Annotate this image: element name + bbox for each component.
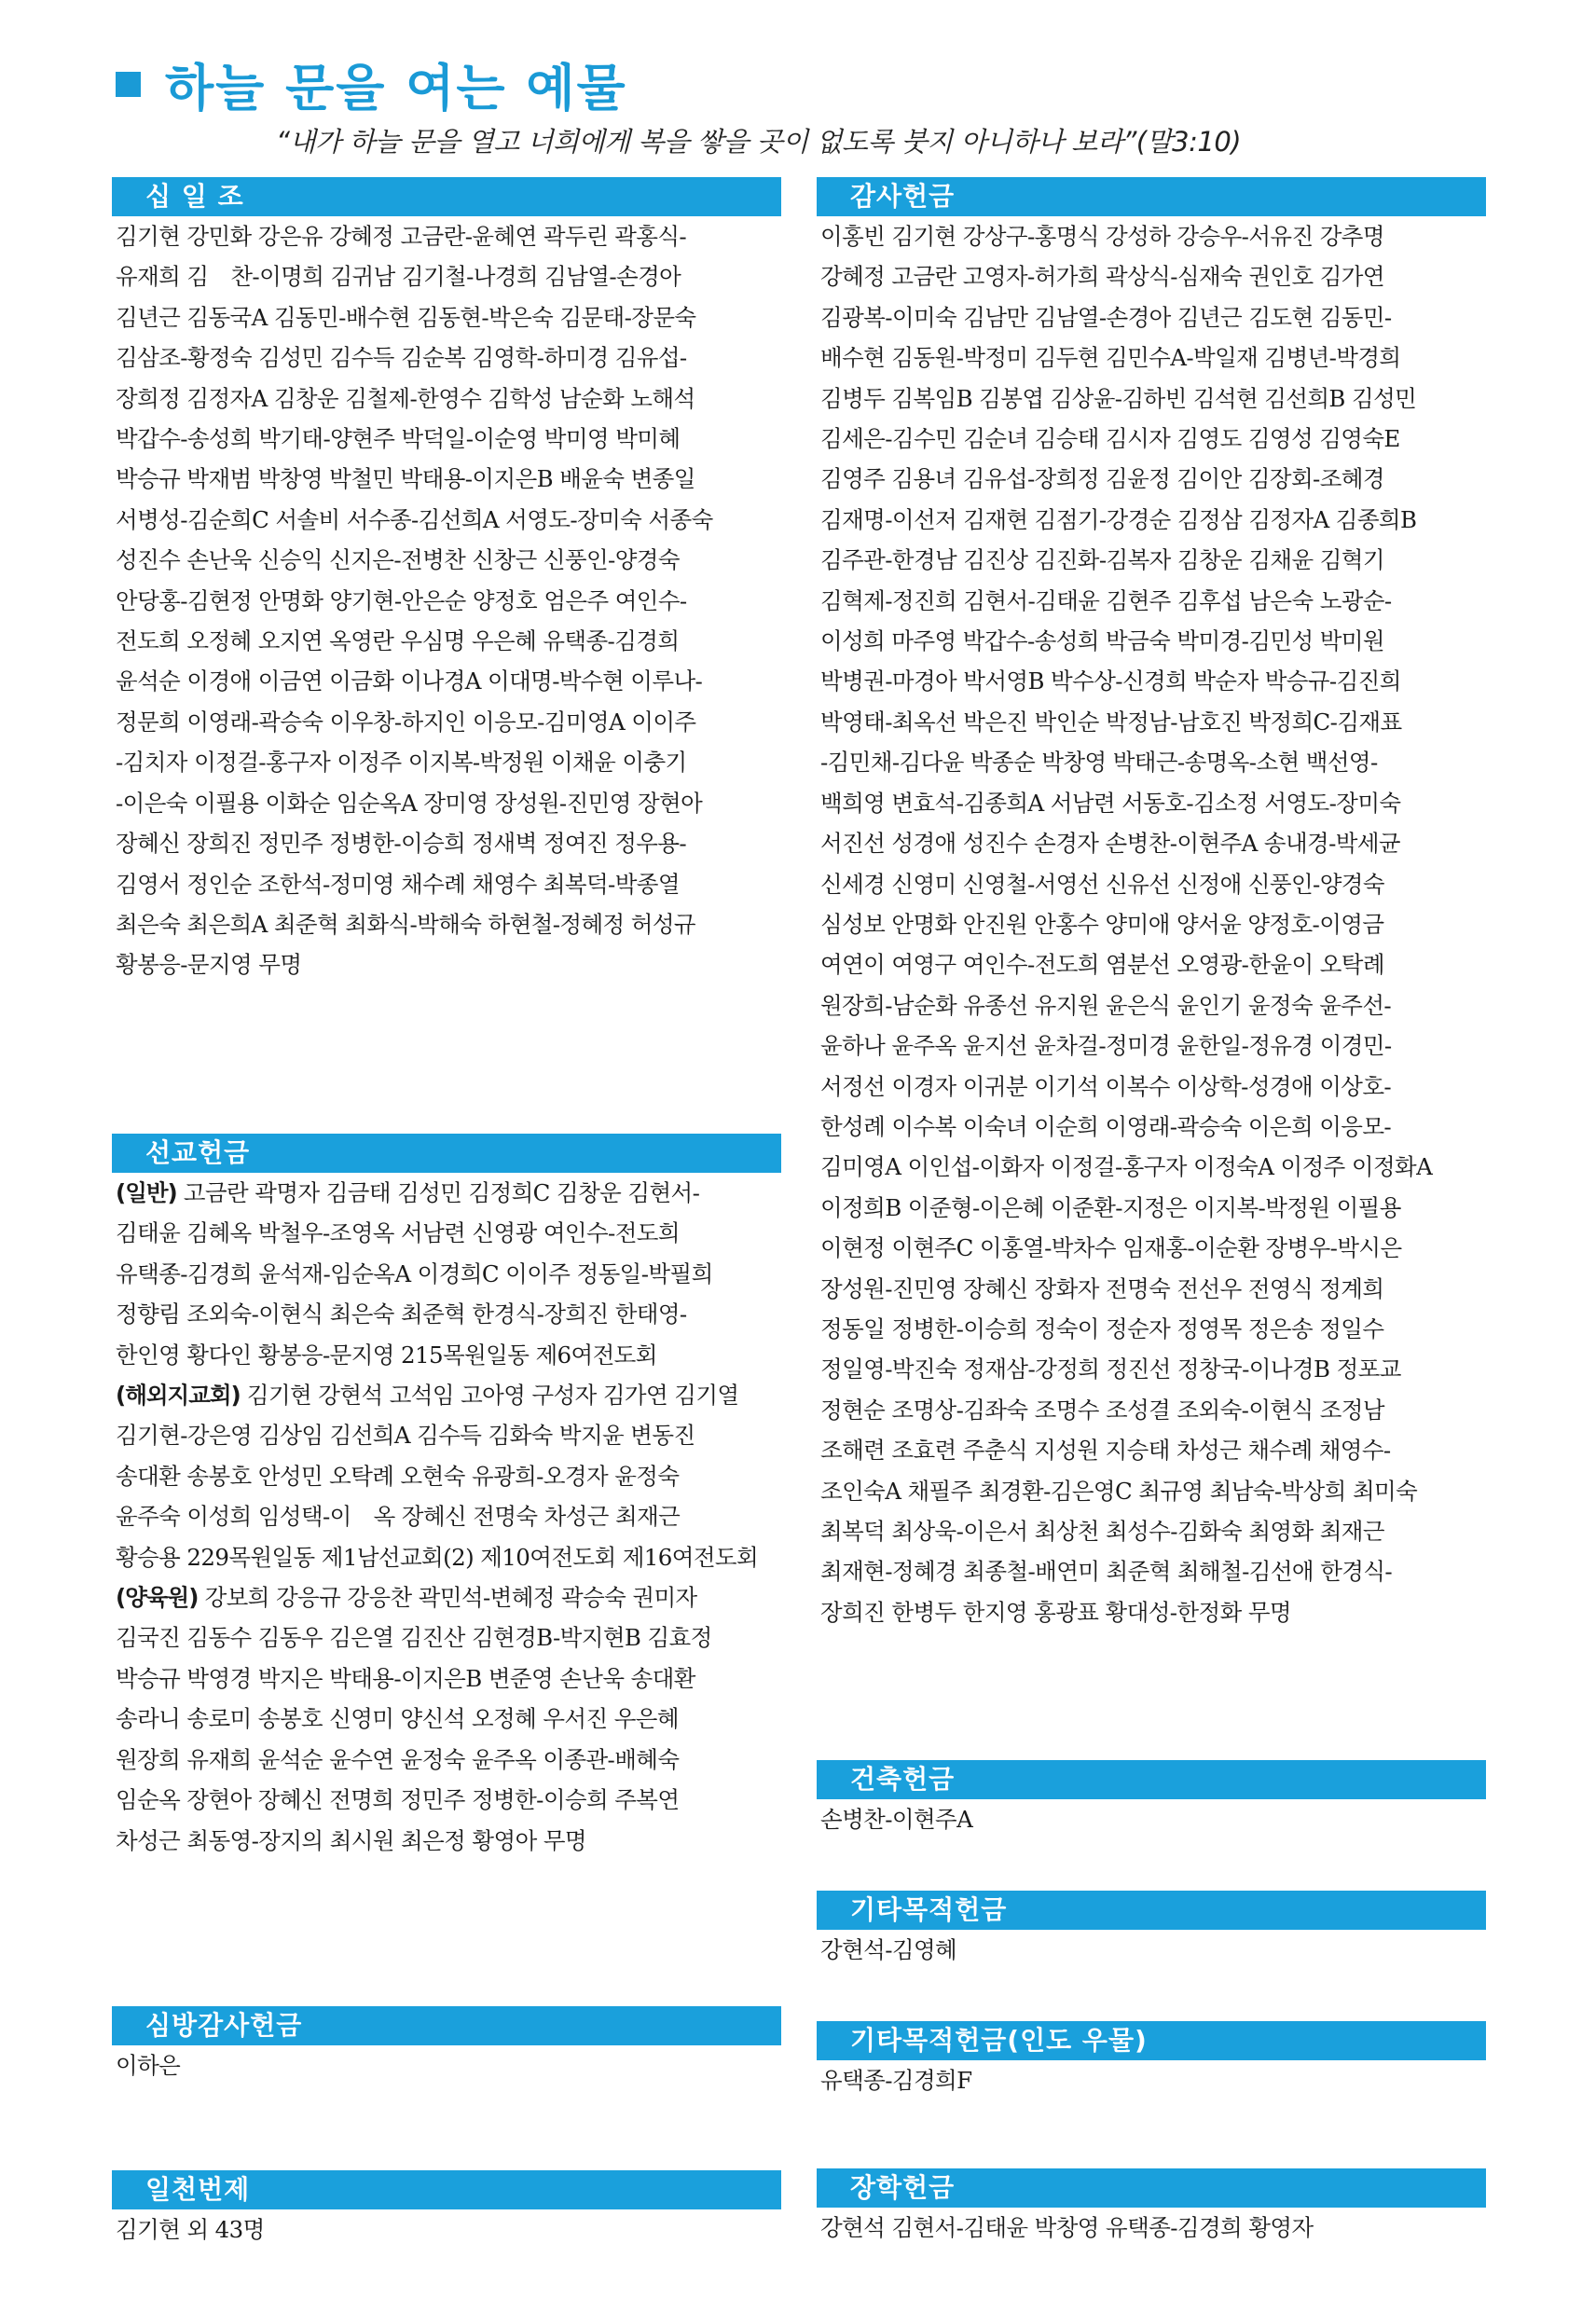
name-line: 김미영A 이인섭-이화자 이정걸-홍구자 이정숙A 이정주 이정화A: [820, 1153, 1433, 1181]
name-line: 정동일 정병한-이승희 정숙이 정순자 정영목 정은송 정일수: [820, 1314, 1384, 1342]
name-line: 박갑수-송성희 박기태-양현주 박덕일-이순영 박미영 박미혜: [116, 425, 681, 453]
section-heading: 일천번제: [112, 2170, 781, 2209]
section-body: [112, 216, 781, 985]
name-line: 윤하나 윤주옥 윤지선 윤차걸-정미경 윤한일-정유경 이경민-: [820, 1032, 1392, 1060]
name-line: 김광복-이미숙 김남만 김남열-손경아 김년근 김도현 김동민-: [820, 303, 1392, 331]
name-line: 김년근 김동국A 김동민-배수현 김동현-박은숙 김문태-장문숙: [116, 303, 696, 331]
section-other: [817, 1891, 1486, 1970]
section-body: [817, 2060, 1486, 2100]
name-line: 황봉응-문지영 무명: [116, 951, 302, 979]
name-line: 원장희-남순화 유종선 유지원 윤은식 윤인기 윤정숙 윤주선-: [820, 991, 1392, 1019]
section-body: [112, 2209, 781, 2250]
section-heading: 십 일 조: [112, 177, 781, 216]
name-line: 서정선 이경자 이귀분 이기석 이복수 이상학-성경애 이상호-: [820, 1072, 1392, 1100]
name-line: 김삼조-황정숙 김성민 김수득 김순복 김영학-하미경 김유섭-: [116, 344, 687, 372]
name-line: 박병권-마경아 박서영B 박수상-신경희 박순자 박승규-김진희: [820, 667, 1401, 695]
section-scholarship: [817, 2168, 1486, 2248]
name-line: 김영서 정인순 조한석-정미영 채수례 채영수 최복덕-박종열: [116, 870, 680, 898]
name-line: 정현순 조명상-김좌숙 조명수 조성결 조외숙-이현식 조정남: [820, 1396, 1384, 1424]
name-line: -이은숙 이필용 이화순 임순옥A 장미영 장성원-진민영 장현아: [116, 789, 703, 817]
name-line: 송대환 송봉호 안성민 오탁례 오현숙 유광희-오경자 윤정숙: [116, 1462, 680, 1490]
name-line: 유택종-김경희 윤석재-임순옥A 이경희C 이이주 정동일-박필희: [116, 1259, 713, 1287]
name-line: (일반) 고금란 곽명자 김금태 김성민 김정희C 김창운 김현서-: [116, 1179, 700, 1206]
group-tag: (일반): [116, 1179, 177, 1206]
name-line: 유재희 김 찬-이명희 김귀남 김기철-나경희 김남열-손경아: [116, 263, 681, 291]
scripture-verse: “내가 하늘 문을 열고 너희에게 복을 쌓을 곳이 없도록 붓지 아니하나 보라”(말3:10): [276, 126, 1242, 158]
name-line: 백희영 변효석-김종희A 서남련 서동호-김소정 서영도-장미숙: [820, 789, 1401, 817]
name-line: 유택종-김경희F: [820, 2067, 972, 2094]
group-tag: (해외지교회): [116, 1382, 241, 1410]
name-line: -김민채-김다윤 박종순 박창영 박태근-송명옥-소현 백선영-: [820, 749, 1378, 777]
page-title: 하늘 문을 여는 예물: [165, 59, 627, 117]
section-heading: 감사헌금: [817, 177, 1486, 216]
name-line: 조해련 조효련 주춘식 지성원 지승태 차성근 채수례 채영수-: [820, 1437, 1391, 1465]
section-body: [817, 1799, 1486, 1839]
name-line: 정일영-박진숙 정재삼-강정희 정진선 정창국-이나경B 정포교: [820, 1356, 1401, 1383]
section-building: [817, 1760, 1486, 1839]
section-body: [112, 2045, 781, 2085]
name-line: 성진수 손난욱 신승익 신지은-전병찬 신창근 신풍인-양경숙: [116, 546, 680, 574]
section-heading: 기타목적헌금(인도 우물): [817, 2021, 1486, 2060]
section-body: [817, 1930, 1486, 1970]
name-line: 임순옥 장현아 장혜신 전명희 정민주 정병한-이승희 주복연: [116, 1786, 680, 1814]
name-line: 차성근 최동영-장지의 최시원 최은정 황영아 무명: [116, 1826, 586, 1854]
name-line: -김치자 이정걸-홍구자 이정주 이지복-박정원 이채윤 이충기: [116, 749, 687, 777]
name-line: 이하은: [116, 2052, 181, 2079]
section-other-india: [817, 2021, 1486, 2100]
name-line: 안당홍-김현정 안명화 양기현-안은순 양정호 엄은주 여인수-: [116, 586, 687, 614]
name-line: 윤주숙 이성희 임성택-이 옥 장혜신 전명숙 차성근 최재근: [116, 1503, 681, 1531]
name-line: 장성원-진민영 장혜신 장화자 전명숙 전선우 전영식 정계희: [820, 1274, 1384, 1302]
name-line: 황승용 229목원일동 제1남선교회(2) 제10여전도회 제16여전도회: [116, 1543, 759, 1571]
name-line: 최재현-정혜경 최종철-배연미 최준혁 최해철-김선애 한경식-: [820, 1558, 1393, 1586]
name-line: 이현정 이현주C 이홍열-박차수 임재홍-이순환 장병우-박시은: [820, 1234, 1402, 1262]
section-missions: [112, 1134, 781, 1861]
name-line: 강현석-김영혜: [820, 1936, 957, 1963]
section-heading: 건축헌금: [817, 1760, 1486, 1799]
name-line: 최은숙 최은희A 최준혁 최화식-박해숙 하현철-정혜정 허성규: [116, 910, 695, 938]
section-tithe: [112, 177, 781, 985]
name-line: 서병성-김순희C 서솔비 서수종-김선희A 서영도-장미숙 서종숙: [116, 505, 713, 533]
name-line: 김기현 외 43명: [116, 2216, 265, 2243]
group-tag: (양육원): [116, 1584, 199, 1612]
name-line: 김재명-이선저 김재현 김점기-강경순 김정삼 김정자A 김종희B: [820, 505, 1417, 533]
name-line: 최복덕 최상욱-이은서 최상천 최성수-김화숙 최영화 최재근: [820, 1518, 1384, 1545]
name-line: 여연이 여영구 여인수-전도희 염분선 오영광-한윤이 오탁례: [820, 951, 1384, 979]
section-body: [112, 1173, 781, 1861]
name-line: 정향림 조외숙-이현식 최은숙 최준혁 한경식-장희진 한태영-: [116, 1300, 687, 1328]
name-line: 박승규 박영경 박지은 박태용-이지은B 변준영 손난욱 송대환: [116, 1664, 695, 1692]
name-line: 장희진 한병두 한지영 홍광표 황대성-한정화 무명: [820, 1598, 1291, 1626]
name-line: 김태윤 김혜옥 박철우-조영옥 서남련 신영광 여인수-전도희: [116, 1219, 680, 1247]
section-body: [817, 2208, 1486, 2248]
name-line: 윤석순 이경애 이금연 이금화 이나경A 이대명-박수현 이루나-: [116, 667, 703, 695]
name-line: (해외지교회) 김기현 강현석 고석임 고아영 구성자 김가연 김기열: [116, 1382, 739, 1410]
name-line: 전도희 오정혜 오지연 옥영란 우심명 우은혜 유택종-김경희: [116, 627, 680, 655]
section-thousand: [112, 2170, 781, 2250]
name-line: 이성희 마주영 박갑수-송성희 박금숙 박미경-김민성 박미원: [820, 627, 1384, 655]
section-heading: 심방감사헌금: [112, 2006, 781, 2045]
page-header: [116, 48, 627, 120]
name-line: 김주관-한경남 김진상 김진화-김복자 김창운 김채윤 김혁기: [820, 546, 1384, 574]
name-line: 심성보 안명화 안진원 안홍수 양미애 양서윤 양정호-이영금: [820, 910, 1384, 938]
name-line: 한인영 황다인 황봉응-문지영 215목원일동 제6여전도회: [116, 1341, 657, 1369]
name-line: 장희정 김정자A 김창운 김철제-한영수 김학성 남순화 노해석: [116, 384, 695, 412]
name-line: 강현석 김현서-김태윤 박창영 유택종-김경희 황영자: [820, 2214, 1314, 2241]
name-line: 김영주 김용녀 김유섭-장희정 김윤정 김이안 김장회-조혜경: [820, 465, 1384, 493]
section-heading: 선교헌금: [112, 1134, 781, 1173]
section-heading: 장학헌금: [817, 2168, 1486, 2208]
name-line: 김기현-강은영 김상임 김선희A 김수득 김화숙 박지윤 변동진: [116, 1422, 695, 1450]
name-line: 박승규 박재범 박창영 박철민 박태용-이지은B 배윤숙 변종일: [116, 465, 695, 493]
name-line: 한성례 이수복 이숙녀 이순희 이영래-곽승숙 이은희 이응모-: [820, 1112, 1392, 1140]
name-line: 정문희 이영래-곽승숙 이우창-하지인 이응모-김미영A 이이주: [116, 708, 696, 736]
name-line: 서진선 성경애 성진수 손경자 손병찬-이현주A 송내경-박세균: [820, 830, 1400, 858]
name-line: 김국진 김동수 김동우 김은열 김진산 김현경B-박지현B 김효정: [116, 1624, 712, 1652]
section-heading: 기타목적헌금: [817, 1891, 1486, 1930]
name-line: 김기현 강민화 강은유 강혜정 고금란-윤혜연 곽두린 곽홍식-: [116, 223, 687, 250]
name-line: 이홍빈 김기현 강상구-홍명식 강성하 강승우-서유진 강추명: [820, 223, 1384, 250]
name-line: 원장희 유재희 윤석순 윤수연 윤정숙 윤주옥 이종관-배혜숙: [116, 1745, 680, 1773]
name-line: 신세경 신영미 신영철-서영선 신유선 신정애 신풍인-양경숙: [820, 870, 1384, 898]
name-line: 손병찬-이현주A: [820, 1806, 973, 1833]
name-line: 박영태-최옥선 박은진 박인순 박정남-남호진 박정희C-김재표: [820, 708, 1402, 736]
name-line: 조인숙A 채필주 최경환-김은영C 최규영 최남숙-박상희 최미숙: [820, 1477, 1418, 1505]
name-line: 김혁제-정진희 김현서-김태윤 김현주 김후섭 남은숙 노광순-: [820, 586, 1392, 614]
section-body: [817, 216, 1486, 1632]
name-line: (양육원) 강보희 강응규 강응찬 곽민석-변혜정 곽승숙 권미자: [116, 1584, 697, 1612]
name-line: 송라니 송로미 송봉호 신영미 양신석 오정혜 우서진 우은혜: [116, 1705, 679, 1733]
name-line: 김세은-김수민 김순녀 김승태 김시자 김영도 김영성 김영숙E: [820, 425, 1400, 453]
section-visit: [112, 2006, 781, 2085]
name-line: 장혜신 장희진 정민주 정병한-이승희 정새벽 정여진 정우용-: [116, 830, 687, 858]
section-thanks: [817, 177, 1486, 1632]
name-line: 강혜정 고금란 고영자-허가희 곽상식-심재숙 권인호 김가연: [820, 263, 1384, 291]
name-line: 김병두 김복임B 김봉엽 김상윤-김하빈 김석현 김선희B 김성민: [820, 384, 1417, 412]
name-line: 배수현 김동원-박정미 김두현 김민수A-박일재 김병년-박경희: [820, 344, 1401, 372]
name-line: 이정희B 이준형-이은혜 이준환-지정은 이지복-박정원 이필용: [820, 1193, 1401, 1221]
title-bullet-icon: [116, 72, 141, 97]
